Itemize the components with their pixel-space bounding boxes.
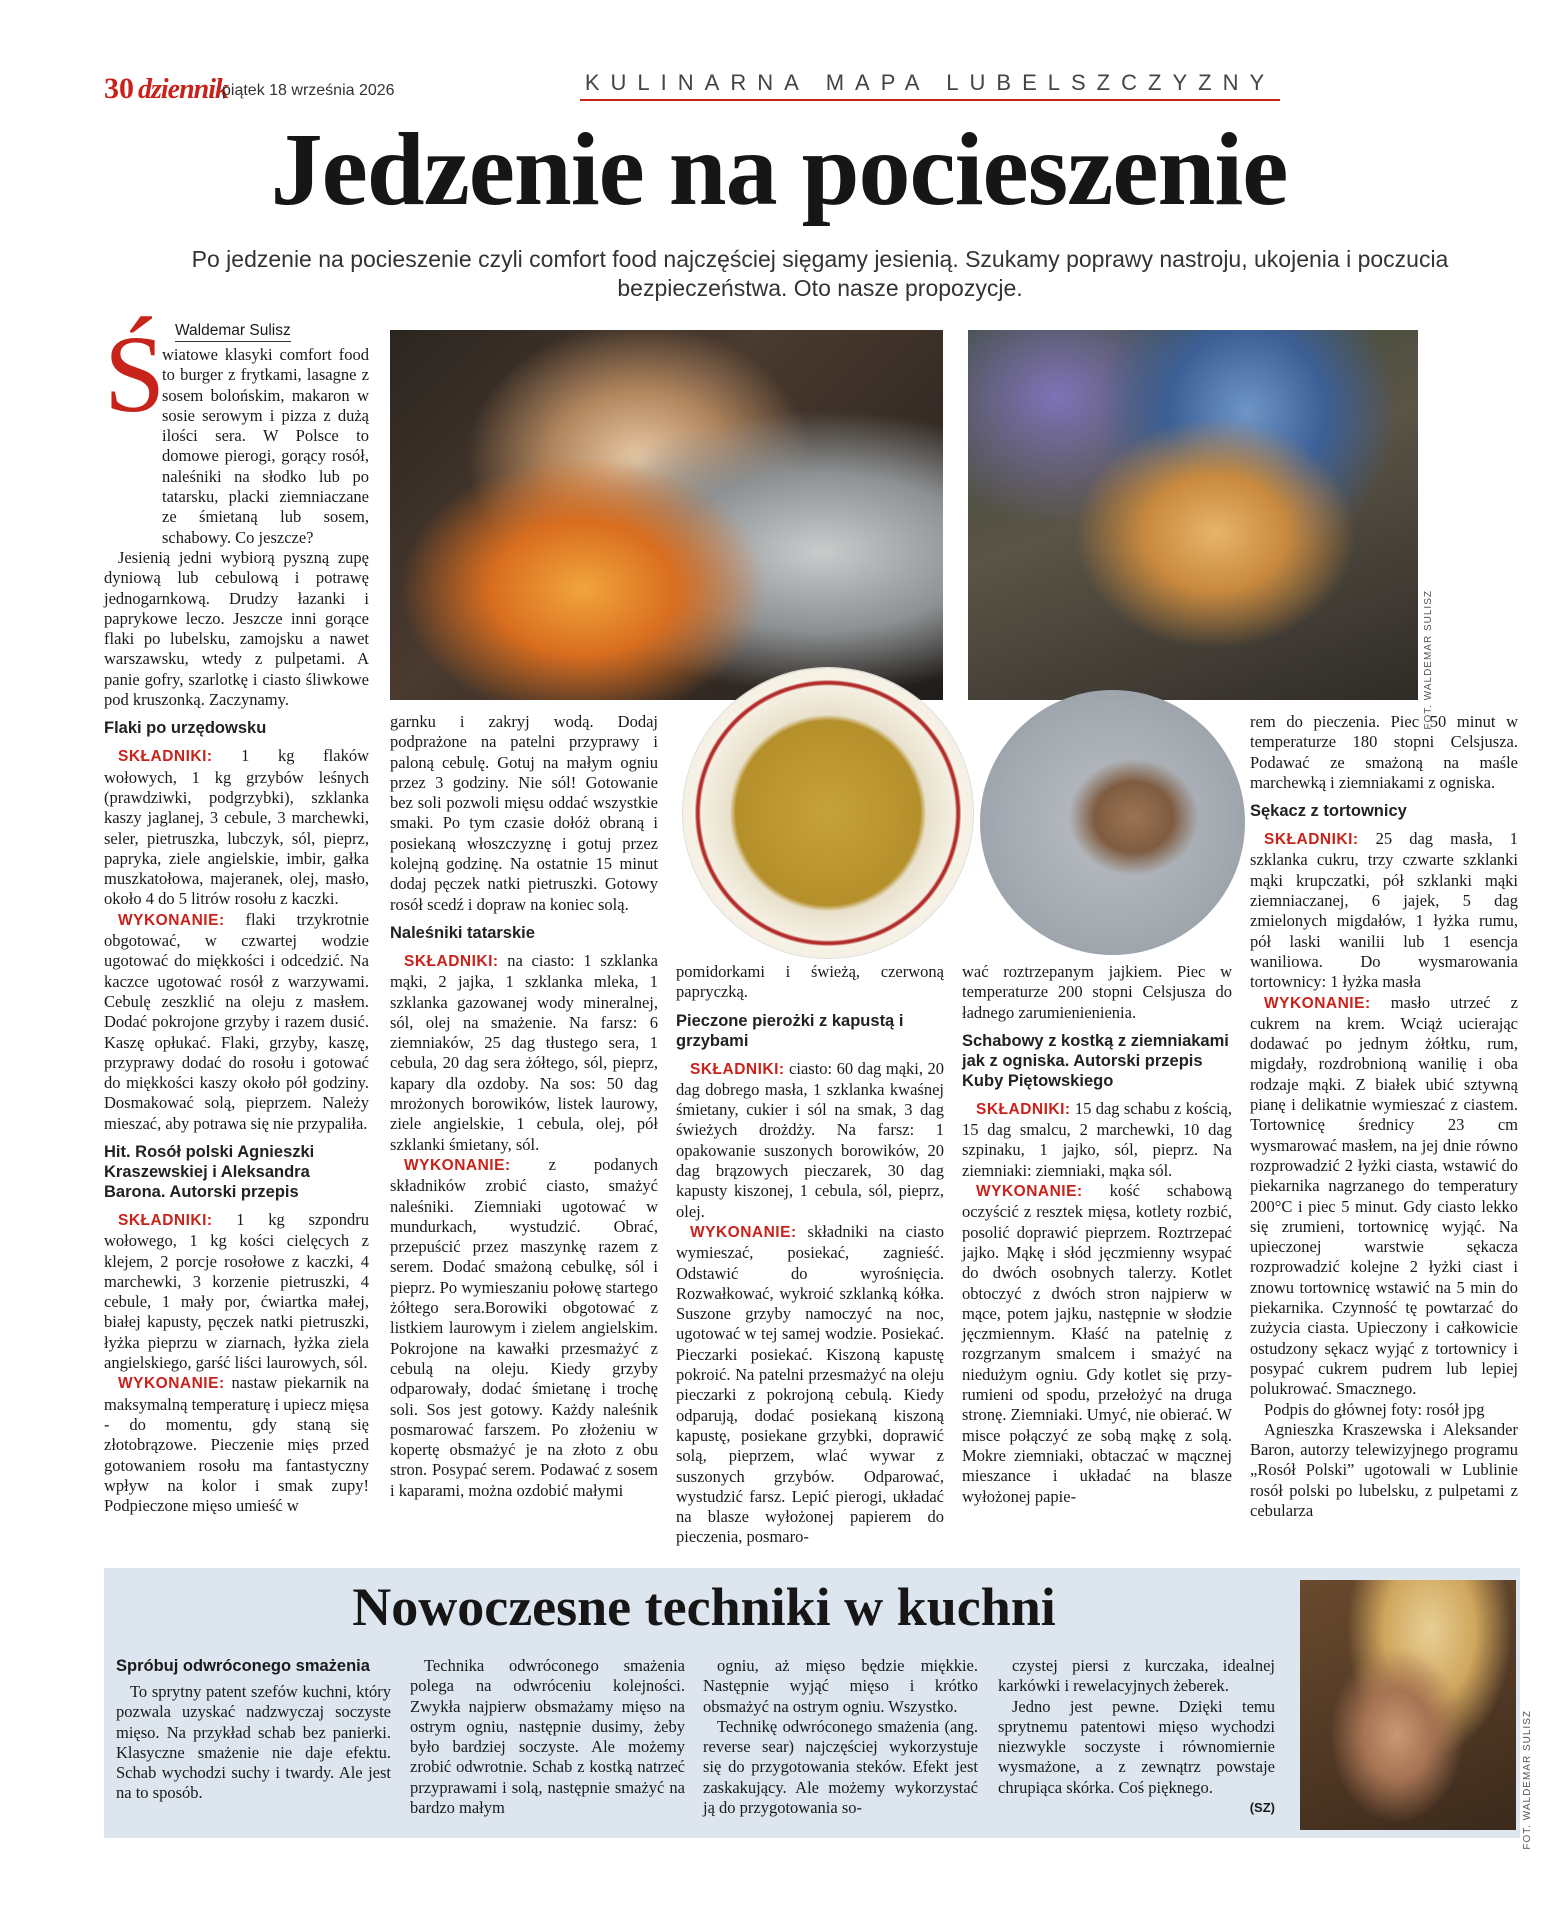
box-paragraph: Jedno jest pewne. Dzięki temu sprytnemu patentowi mięso wychodzi niezwykle soczyste i równomiernie wysmażone, a z zewnątrz powstaje chrupiąca skórka. Coś pięknego.: [998, 1696, 1275, 1797]
recipe-method: WYKONANIE: kość schabową oczyścić z resztek mięsa, kotlety rozbić, posolić doprawić pieprzem. Roztrzepać jajko. Mąkę i słód jęczmienny wsypać do dwóch osobnych talerzy. Kotlet obtoczyć z dwóch stron najpierw w mące, potem jajku, następnie w słodzie jęczmiennym. Kłaść na patelnię z rozgrzanym smalcem i smażyć na niedużym ogniu. Gdy kotlet się przy- rumieni od spodu, przełożyć na druga stronę. Ziemniaki. Umyć, nie obierać. W misce połączyć ze sobą mąkę z solą. Mokre ziemniaki, obtaczać w mącznej mieszance i układać na blasze wyłożonej papie-: [962, 1181, 1232, 1506]
recipe-ingredients: SKŁADNIKI: 1 kg flaków wołowych, 1 kg grzybów leśnych (prawdziwki, podgrzybki), szklanka kaszy jaglanej, 3 cebule, 3 marchewki, seler, pietruszka, lubczyk, sól, pieprz, papryka, ziele angielskie, imbir, gałka muszkatołowa, majeranek, olej, masło, około 4 do 5 litrów rosołu z kaczki.: [104, 746, 369, 909]
box-title: Nowoczesne techniki w kuchni: [352, 1577, 1056, 1637]
box-column-4: [998, 1656, 1275, 1818]
recipe-title-schabowy: Schabowy z kostką z ziemniakami jak z ogniska. Autorski przepis Kuby Piętowskiego: [962, 1031, 1229, 1090]
box-paragraph: czystej piersi z kurczaka, idealnej karkówki i rewelacyjnych żeberek.: [998, 1656, 1275, 1696]
recipe-method: WYKONANIE: nastaw piekarnik na maksymalną temperaturę i upiecz mięsa - do momentu, gdy staną się złotobrązowe. Pieczenie mięs przed gotowaniem rosołu ma fantastyczny wpływ na kolor i smak zupy! Podpieczone mięso umieść w: [104, 1373, 369, 1516]
schnitzel-plate-photo: [980, 690, 1245, 955]
box-subtitle: Spróbuj odwróconego smażenia: [116, 1657, 370, 1675]
section-rule: [580, 99, 1280, 101]
recipe-title-nalesniki: Naleśniki tatarskie: [390, 923, 535, 942]
recipe-method: WYKONANIE: masło utrzeć z cukrem na krem. Wciąż ucierając dodawać po jednym żółtku, rum, migdały, rozdrobnioną wanilię i oba rodzaje mąki. Z białek ubić sztywną pianę i delikatnie wymieszać z ciastem. Tortownicę średnicy 23 cm wysmarować masłem, na jej dnie równo rozprowadzić 2 łyżki ciasta, wstawić do piekarnika nagrzanego do temperatury 200°C i piec 5 minut. Gdy ciasto lekko się zrumieni, tortownicę wyjąć. Na upieczonej warstwie sękacza rozprowadzić kolejne 2 łyżki ciast i znowu tortownicę wstawić na 5 min do piekarnika. Czynność tę powtarzać do zużycia ciasta. Upieczony i całkowicie ostudzony sękacz wyjąć z tortownicy i posypać cukrem pudrem lub lepiej polukrować. Smacznego.: [1250, 992, 1518, 1399]
continued-text: pomidorkami i świeżą, czerwoną papryczką.: [676, 962, 944, 1002]
intro-paragraph-1: wiatowe klasyki comfort food to burger z frytkami, lasagne z sosem bolońskim, makaron w sosie serowym i pizza z dużą ilości sera. W Polsce to domowe pierogi, gorący rosół, naleśniki na słodko lub po tatarsku, placki ziemniaczane ze śmietaną lub sosem, schabowy. Co jeszcze?: [162, 345, 369, 547]
column-3: [676, 962, 944, 1548]
continued-text: wać roztrzepanym jajkiem. Piec w temperaturze 200 stopni Celsjusza do ładnego zarumienienienia.: [962, 962, 1232, 1022]
angels-pie-photo: [968, 330, 1418, 700]
recipe-title-flaki: Flaki po urzędowsku: [104, 719, 267, 738]
recipe-title-pierozki: Pieczone pierożki z kapustą i grzybami: [676, 1011, 904, 1050]
section-title: KULINARNA MAPA LUBELSZCZYZNY: [584, 70, 1276, 95]
box-paragraph: Technikę odwróconego smażenia (ang. reverse sear) najczęściej wykorzystuje się do przygotowania steków. Efekt jest zaskakujący. Ale możemy wykorzystać ją do przygotowania so-: [703, 1716, 978, 1818]
recipe-ingredients: SKŁADNIKI: 15 dag schabu z kością, 15 dag smalcu, 2 marchewki, 10 dag szpinaku, 1 jajko, sól, pieprz. Na ziemniaki: ziemniaki, mąka sól.: [962, 1098, 1232, 1180]
recipe-ingredients: SKŁADNIKI: ciasto: 60 dag mąki, 20 dag dobrego masła, 1 szklanka kwaśnej śmietany, cukier i sól na smak, 3 dag świeżych drożdży. Na farsz: 1 opakowanie suszonych borowików, 20 dag brązowych pieczarek, 30 dag kapusty kiszonej, 1 cebula, sól, pieprz, olej.: [676, 1058, 944, 1221]
photo-credit: FOT. WALDEMAR SULISZ: [1423, 590, 1434, 730]
article-lead: Po jedzenie na pocieszenie czyli comfort food najczęściej sięgamy jesienią. Szukamy poprawy nastroju, ukojenia i poczucia bezpieczeństwa. Oto nasze propozycje.: [191, 246, 1449, 301]
box-paragraph: Technika odwróconego smażenia polega na odwróceniu kolejności. Zwykła najpierw obsmażamy mięso na ostrym ogniu, następnie dusimy, żeby było bardziej soczyste. Ale możemy zrobić odwrotnie. Schab z kostką natrzeć przyprawami i solą, następnie smażyć na bardzo małym: [410, 1656, 685, 1818]
box-paragraph: ogniu, aż mięso będzie miękkie. Następnie wyjąć mięso i krótko obsmażyć na ostrym ogniu. Wszystko.: [703, 1656, 978, 1716]
cooking-photo: [390, 330, 943, 700]
issue-date: piątek 18 września 2026: [222, 82, 395, 99]
recipe-method: WYKONANIE: z podanych składników zrobić ciasto, smażyć naleśniki. Ziemniaki ugotować w mundurkach, wystudzić. Obrać, przepuścić przez maszynkę razem z serem. Dodać smażoną cebulkę, sól i pieprz. Po wymieszaniu połowę startego żółtego sera.Borowiki obgotować z listkiem laurowym i zielem angielskim. Pokrojone na kawałki przesmażyć z cebulą na oleju. Kiedy grzyby odparowały, dodać śmietanę i trochę soli. Sos jest gotowy. Każdy naleśnik posmarować farszem. Po złożeniu w kopertę obsmażyć je na złoto z obu stron. Posypać serem. Podawać z sosem i kaparami, można ozdobić małymi: [390, 1154, 658, 1500]
article-headline: Jedzenie na pocieszenie: [270, 112, 1288, 227]
box-column-2: [410, 1656, 685, 1818]
photo-credit: FOT. WALDEMAR SULISZ: [1522, 1710, 1533, 1850]
drop-cap: Ś: [104, 313, 166, 435]
continued-text: garnku i zakryj wodą. Dodaj podprażone na patelni przyprawy i paloną cebulę. Gotuj na małym ogniu przez 3 godziny. Nie sól! Gotowanie bez soli pozwoli mięsu oddać wszystkie smaki. Po tym czasie dołóż obraną i posiekaną włoszczyznę i gotuj przez kolejną godzinę. Na ostatnie 15 minut dodaj pęczek natki pietruszki. Gotowy rosół scedź i dopraw na koniec solą.: [390, 712, 658, 914]
page-number: 30: [104, 72, 134, 105]
intro-paragraph-2: Jesienią jedni wybiorą pyszną zupę dyniową lub cebulową i potrawę jednogarnkową. Drudzy łazanki i paprykowe leczo. Jeszcze inni gorące flaki po lubelsku, zamojsku a nawet warszawsku, wtedy z pulpetami. A panie gofry, szarlotkę i ciasto śliwkowe pod kruszonką. Zaczynamy.: [104, 547, 369, 710]
box-column-3: [703, 1656, 978, 1818]
author-signature: (SZ): [1249, 1800, 1275, 1816]
author-byline: Waldemar Sulisz: [175, 322, 291, 342]
box-paragraph: To sprytny patent szefów kuchni, który pozwala uzyskać nadzwyczaj soczyste mięso. Na przykład schab bez panierki. Klasyczne smażenie nie daje efektu. Schab wychodzi suchy i twardy. Ale jest na to sposób.: [116, 1682, 391, 1803]
column-5: [1250, 712, 1518, 1521]
recipe-ingredients: SKŁADNIKI: na ciasto: 1 szklanka mąki, 2 jajka, 1 szklanka mleka, 1 szklanka gazowanej wody mineralnej, sól, olej na smażenie. Na farsz: 6 ziemniaków, 25 dag tłustego sera, 1 cebula, 20 dag sera żółtego, sól, pieprz, kapary dla ozdoby. Na sos: 50 dag mrożonych borowików, listek laurowy, ziele angielskie, 1 cebula, olej, pół szklanki śmietany, sól.: [390, 950, 658, 1154]
column-2: [390, 712, 658, 1501]
column-1: [104, 345, 369, 1516]
recipe-title-rosol: Hit. Rosół polski Agnieszki Kraszewskiej i Aleksandra Barona. Autorski przepis: [104, 1142, 315, 1201]
recipe-method: WYKONANIE: składniki na ciasto wymieszać, posiekać, zagnieść. Odstawić do wyrośnięcia. Rozwałkować, wykroić szklanką kółka. Suszone grzyby namoczyć na noc, ugotować w tej samej wodzie. Posiekać. Pieczarki posiekać. Kiszoną kapustę pokroić. Na patelni przesmażyć na oleju pieczarki z pokrojoną cebulą. Kiedy odparują, dodać posiekaną kiszoną kapustę, posiekane grzybki, doprawić solą, pieprzem, wlać wywar z suszonych grzybów. Odparować, wystudzić farsz. Lepić pierogi, układać na blasze wyłożonej papierem do pieczenia, posmaro-: [676, 1221, 944, 1547]
continued-text: rem do pieczenia. Piec 50 minut w temperaturze 180 stopni Celsjusza. Podawać ze smażoną na maśle marchewką i ziemniakami z ogniska.: [1250, 712, 1518, 792]
recipe-ingredients: SKŁADNIKI: 25 dag masła, 1 szklanka cukru, trzy czwarte szklanki mąki krupczatki, pół szklanki mąki ziemniaczanej, 6 jajek, 5 dag zmielonych migdałów, 1 łyżka rumu, pół laski wanilii lub 1 esencja waniliowa. Do wysmarowania tortownicy: 1 łyżka masła: [1250, 829, 1518, 992]
soup-plate-photo: [683, 668, 973, 958]
photo-caption-label: Podpis do głównej foty: rosół jpg: [1264, 1399, 1485, 1419]
recipe-method: WYKONANIE: flaki trzykrotnie obgotować, w czwartej wodzie ugotować do miękkości i odcedzić. Na kaczce ugotować rosół z warzywami. Cebulę zeszklić na oleju z masłem. Dodać pokrojone grzyby i razem dusić. Kaszę opłukać. Flaki, grzyby, kaszę, przyprawy dodać do rosołu i gotować do miękkości kaszy około pół godziny. Dosmakować solą, pieprzem. Należy mieszać, aby potrawa się nie przypaliła.: [104, 909, 369, 1133]
recipe-ingredients: SKŁADNIKI: 1 kg szpondru wołowego, 1 kg kości cielęcych z klejem, 2 porcje rosołowe z kaczki, 4 marchewki, 3 korzenie pietruszki, 4 cebule, 1 mały por, ćwiartka małej, białej kapusty, pęczek natki pietruszki, łyżka pieprzu w ziarnach, łyżka ziela angielskiego, garść liści laurowych, sól.: [104, 1209, 369, 1373]
column-4: [962, 962, 1232, 1507]
newspaper-logo: dziennik: [138, 74, 229, 105]
photo-caption: Agnieszka Kraszewska i Aleksander Baron, autorzy telewizyjnego programu „Rosół Polski” ugotowali w Lublinie rosół polski po lubelsku, z pulpetami z cebularza: [1250, 1419, 1518, 1520]
box-column-1: [116, 1656, 391, 1804]
pork-chop-photo: [1300, 1580, 1516, 1830]
recipe-title-sekacz: Sękacz z tortownicy: [1250, 802, 1407, 821]
